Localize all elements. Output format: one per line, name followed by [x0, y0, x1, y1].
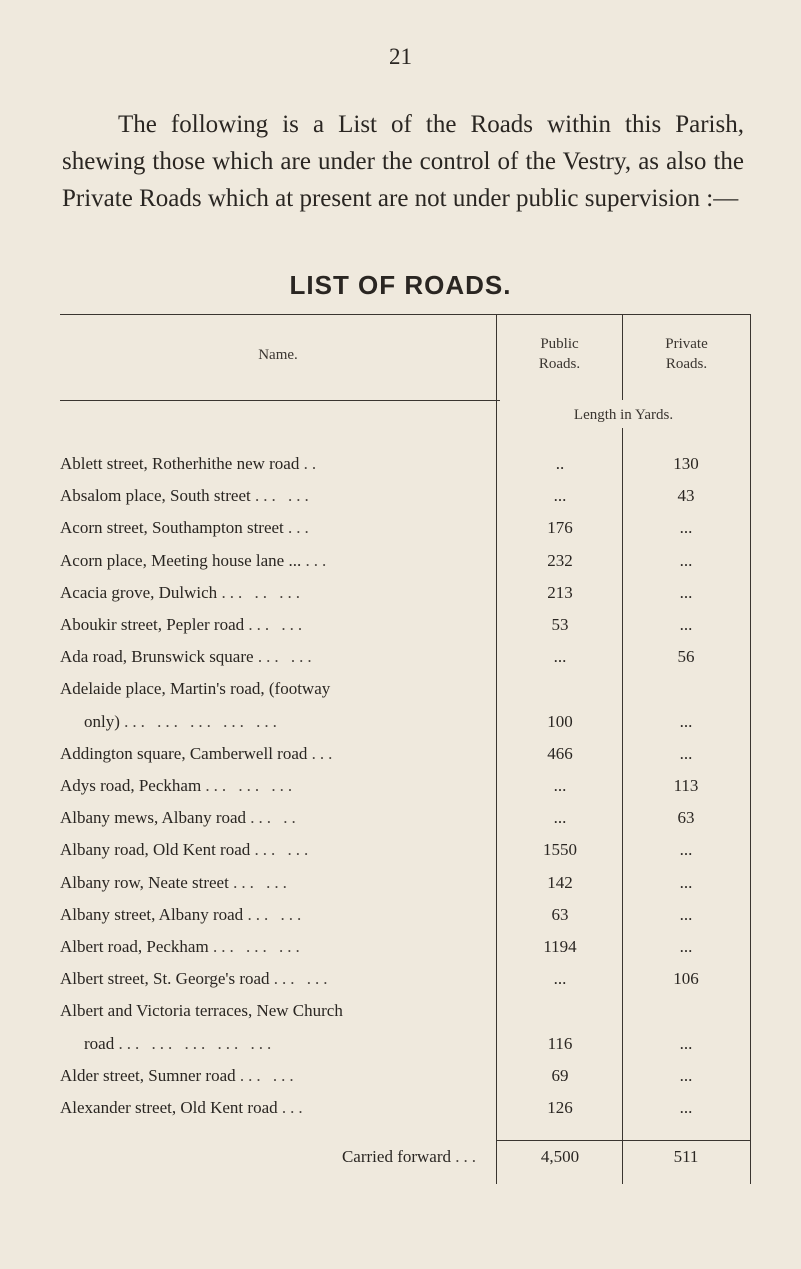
road-name: Albert road, Peckham ... ... ...: [60, 937, 304, 956]
table-row: [0, 835, 801, 865]
carried-forward-private: 511: [673, 1147, 699, 1166]
road-name: Albany road, Old Kent road ... ...: [60, 840, 313, 859]
road-name: Ada road, Brunswick square ... ...: [60, 647, 316, 666]
private-length: 63: [677, 808, 695, 827]
road-name: Alder street, Sumner road ... ...: [60, 1066, 298, 1085]
table-row: [0, 868, 801, 898]
public-length: ...: [553, 969, 567, 988]
public-length: 466: [547, 744, 573, 763]
table-row: [0, 674, 801, 704]
road-name: Aboukir street, Pepler road ... ...: [60, 615, 307, 634]
table-row: [0, 996, 801, 1026]
public-length: 213: [547, 583, 573, 602]
header-bottom-rule: [60, 400, 500, 401]
leader-dots: ... ...: [233, 873, 291, 892]
road-name: Absalom place, South street ... ...: [60, 486, 313, 505]
table-row: [0, 449, 801, 479]
public-length: 1550: [543, 840, 577, 859]
private-length: ...: [679, 551, 693, 570]
private-length: ...: [679, 905, 693, 924]
private-length: 113: [673, 776, 699, 795]
table-row: [0, 642, 801, 672]
road-name: only) ... ... ... ... ...: [84, 712, 281, 731]
leader-dots: ..: [303, 454, 321, 473]
road-name: Adelaide place, Martin's road, (footway: [60, 679, 331, 698]
public-length: ...: [553, 486, 567, 505]
header-public-line2: Roads.: [538, 356, 581, 372]
road-name: Albany mews, Albany road ... ..: [60, 808, 300, 827]
private-length: ...: [679, 1034, 693, 1053]
private-length: ...: [679, 1066, 693, 1085]
leader-dots: ... ... ... ... ...: [118, 1034, 276, 1053]
table-row: [0, 1029, 801, 1059]
table-top-rule: [60, 314, 750, 315]
public-length: 53: [551, 615, 569, 634]
leader-dots: ...: [281, 1098, 307, 1117]
table-row: [0, 964, 801, 994]
road-name: road ... ... ... ... ...: [84, 1034, 276, 1053]
table-row: [0, 513, 801, 543]
leader-dots: ... ...: [239, 1066, 298, 1085]
public-length: 69: [551, 1066, 569, 1085]
public-length: 232: [547, 551, 573, 570]
header-private-line1: Private: [665, 336, 708, 352]
road-name: Albert street, St. George's road ... ...: [60, 969, 332, 988]
table-row: [0, 803, 801, 833]
intro-paragraph: The following is a List of the Roads within this Parish, shewing those which are under the control of the Vestry, as also the Private Roads which at present are not under public supervision :—: [62, 111, 744, 212]
private-length: ...: [679, 712, 693, 731]
road-name: Albany street, Albany road ... ...: [60, 905, 306, 924]
leader-dots: ... ... ...: [212, 937, 304, 956]
leader-dots: ... ...: [254, 840, 313, 859]
table-row: [0, 578, 801, 608]
private-length: ...: [679, 840, 693, 859]
header-public: [497, 334, 622, 374]
private-length: ...: [679, 518, 693, 537]
public-length: ..: [555, 454, 565, 473]
carried-forward-label: Carried forward ...: [341, 1147, 480, 1166]
table-row: [0, 771, 801, 801]
private-length: 43: [677, 486, 695, 505]
leader-dots: ...: [311, 744, 337, 763]
header-name: Name.: [258, 347, 298, 363]
leader-dots: ... ...: [257, 647, 316, 666]
total-rule: [496, 1140, 750, 1141]
table-row: [0, 707, 801, 737]
private-length: ...: [679, 744, 693, 763]
leader-dots: ... ...: [255, 486, 313, 505]
private-length: ...: [679, 1098, 693, 1117]
private-length: 106: [673, 969, 699, 988]
road-name: Acacia grove, Dulwich ... .. ...: [60, 583, 304, 602]
private-length: ...: [679, 937, 693, 956]
table-row: [0, 610, 801, 640]
table-row: [0, 481, 801, 511]
public-length: 126: [547, 1098, 573, 1117]
public-length: ...: [553, 776, 567, 795]
private-length: 130: [673, 454, 699, 473]
table-row: [0, 739, 801, 769]
carried-forward-public: 4,500: [540, 1147, 580, 1166]
leader-dots: ... ...: [248, 615, 307, 634]
public-length: 1194: [543, 937, 577, 956]
leader-dots: ... .. ...: [221, 583, 304, 602]
leader-dots: ... ... ...: [205, 776, 297, 795]
public-length: 63: [551, 905, 569, 924]
leader-dots: ...: [288, 518, 313, 537]
road-name: Addington square, Camberwell road ...: [60, 744, 337, 763]
leader-dots: ... ..: [250, 808, 300, 827]
public-length: 176: [547, 518, 573, 537]
list-title: LIST OF ROADS.: [289, 270, 512, 300]
private-length: ...: [679, 873, 693, 892]
header-public-line1: Public: [540, 336, 579, 352]
table-row: [0, 1093, 801, 1123]
table-row: [0, 932, 801, 962]
road-name: Ablett street, Rotherhithe new road ..: [60, 454, 321, 473]
road-name: Albany row, Neate street ... ...: [60, 873, 291, 892]
leader-dots: ... ...: [273, 969, 332, 988]
leader-dots: ... ... ... ... ...: [124, 712, 281, 731]
public-length: ...: [553, 647, 567, 666]
leader-dots: ...: [305, 551, 331, 570]
road-name: Alexander street, Old Kent road ...: [60, 1098, 307, 1117]
header-private-line2: Roads.: [665, 356, 708, 372]
road-name: Acorn street, Southampton street ...: [60, 518, 313, 537]
road-name: Albert and Victoria terraces, New Church: [60, 1001, 343, 1020]
private-length: 56: [677, 647, 695, 666]
table-row: [0, 1061, 801, 1091]
public-length: 100: [547, 712, 573, 731]
leader-dots: ... ...: [247, 905, 306, 924]
public-length: 142: [547, 873, 573, 892]
page-number: 21: [389, 44, 412, 69]
road-name: Acorn place, Meeting house lane ... ...: [60, 551, 331, 570]
public-length: 116: [547, 1034, 573, 1053]
public-length: ...: [553, 808, 567, 827]
private-length: ...: [679, 583, 693, 602]
private-length: ...: [679, 615, 693, 634]
header-private: [623, 334, 750, 374]
carried-forward-row: [0, 1142, 801, 1172]
table-row: [0, 900, 801, 930]
header-unit: Length in Yards.: [573, 407, 674, 423]
road-name: Adys road, Peckham ... ... ...: [60, 776, 297, 795]
table-row: [0, 546, 801, 576]
